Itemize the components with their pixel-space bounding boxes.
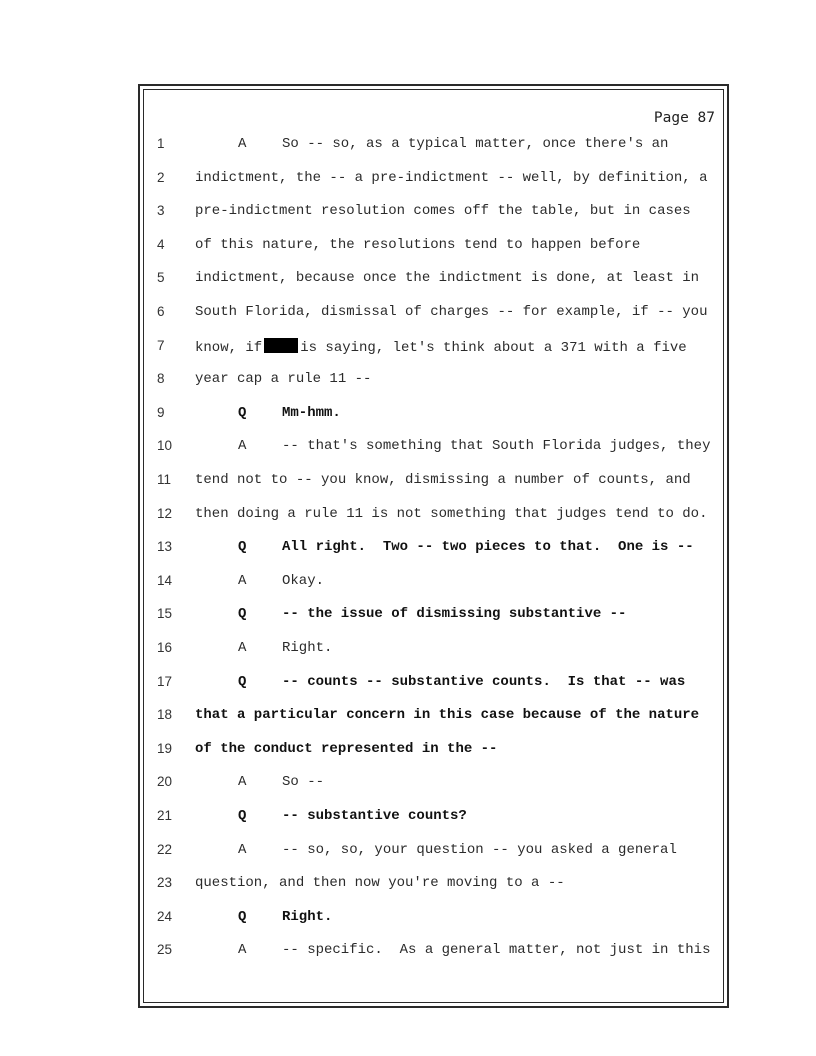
speaker-label: Q <box>238 908 247 925</box>
line-number: 1 <box>157 136 165 151</box>
line-number: 4 <box>157 236 165 252</box>
transcript-line <box>140 942 727 964</box>
line-number: 22 <box>157 841 173 857</box>
line-number: 5 <box>157 270 165 286</box>
line-number: 23 <box>157 875 173 891</box>
transcript-line <box>140 539 727 561</box>
transcript-line <box>140 371 727 393</box>
line-number: 20 <box>157 774 173 790</box>
transcript-line <box>140 472 727 494</box>
transcript-line <box>140 304 727 326</box>
transcript-line <box>140 203 727 225</box>
line-number: 15 <box>157 606 173 622</box>
line-number: 18 <box>157 707 173 723</box>
transcript-line <box>140 170 727 192</box>
line-text: So -- <box>282 774 325 791</box>
transcript-line <box>140 741 727 763</box>
transcript-lines <box>140 86 727 1006</box>
speaker-label: Q <box>238 404 247 421</box>
speaker-label: A <box>238 438 247 455</box>
line-number: 7 <box>157 337 165 353</box>
speaker-label: A <box>238 640 247 656</box>
line-text <box>195 338 687 356</box>
line-text: Right. <box>282 640 333 656</box>
speaker-label: A <box>238 942 247 959</box>
line-text: South Florida, dismissal of charges -- for example, if -- you <box>195 304 708 320</box>
line-text: question, and then now you're moving to a -- <box>195 875 565 892</box>
line-text: indictment, because once the indictment is done, at least in <box>195 270 700 287</box>
line-number: 13 <box>157 539 173 555</box>
line-text: pre-indictment resolution comes off the table, but in cases <box>195 203 691 220</box>
line-text: of this nature, the resolutions tend to happen before <box>195 236 641 253</box>
transcript-line <box>140 606 727 628</box>
transcript-line <box>140 774 727 796</box>
line-number: 3 <box>157 203 165 219</box>
line-text: All right. Two -- two pieces to that. One is -- <box>282 539 694 556</box>
speaker-label: A <box>238 774 247 791</box>
line-number: 24 <box>157 908 173 924</box>
transcript-line <box>140 842 727 864</box>
line-text: Okay. <box>282 572 325 589</box>
speaker-label: Q <box>238 606 247 623</box>
transcript-line <box>140 674 727 696</box>
line-text: -- the issue of dismissing substantive -- <box>282 606 627 623</box>
transcript-line <box>140 909 727 931</box>
line-text: -- counts -- substantive counts. Is that -- was <box>282 673 686 690</box>
speaker-label: A <box>238 136 247 152</box>
transcript-line <box>140 338 727 360</box>
line-number: 2 <box>157 169 165 185</box>
speaker-label: Q <box>238 808 247 824</box>
line-number: 12 <box>157 505 173 521</box>
line-text: Right. <box>282 908 333 925</box>
transcript-line <box>140 573 727 595</box>
transcript-line <box>140 640 727 662</box>
line-number: 14 <box>157 572 173 588</box>
speaker-label: Q <box>238 539 247 556</box>
line-number: 17 <box>157 673 173 689</box>
line-text: -- that's something that South Florida judges, they <box>282 438 711 455</box>
redaction-block <box>264 338 298 353</box>
line-text: Mm-hmm. <box>282 404 341 421</box>
line-text: indictment, the -- a pre-indictment -- well, by definition, a <box>195 169 708 186</box>
line-text: that a particular concern in this case because of the nature <box>195 707 700 724</box>
line-text: -- substantive counts? <box>282 808 467 824</box>
transcript-line <box>140 875 727 897</box>
line-number: 11 <box>157 472 172 487</box>
line-number: 19 <box>157 740 173 756</box>
line-text-after-redaction: is saying, let's think about a 371 with a five <box>300 339 687 356</box>
line-text: -- so, so, your question -- you asked a general <box>282 841 677 858</box>
line-number: 25 <box>157 942 173 958</box>
line-number: 8 <box>157 371 165 387</box>
transcript-line <box>140 136 727 158</box>
line-text: of the conduct represented in the -- <box>195 740 498 757</box>
line-text: -- specific. As a general matter, not just in this <box>282 942 711 959</box>
transcript-line <box>140 438 727 460</box>
line-number: 10 <box>157 438 173 454</box>
speaker-label: Q <box>238 673 247 690</box>
line-number: 16 <box>157 640 173 655</box>
line-number: 21 <box>157 808 173 823</box>
line-number: 6 <box>157 304 165 319</box>
transcript-line <box>140 270 727 292</box>
transcript-line <box>140 237 727 259</box>
line-text: tend not to -- you know, dismissing a number of counts, and <box>195 472 691 488</box>
speaker-label: A <box>238 572 247 589</box>
line-text: then doing a rule 11 is not something that judges tend to do. <box>195 505 708 522</box>
transcript-page-frame <box>138 84 729 1008</box>
transcript-line <box>140 707 727 729</box>
transcript-line <box>140 506 727 528</box>
speaker-label: A <box>238 841 247 858</box>
line-text-before-redaction: know, if <box>195 339 263 356</box>
page-number: Page 87 <box>653 110 715 126</box>
transcript-line <box>140 405 727 427</box>
line-number: 9 <box>157 404 165 420</box>
transcript-line <box>140 808 727 830</box>
line-text: So -- so, as a typical matter, once there's an <box>282 136 669 152</box>
line-text: year cap a rule 11 -- <box>195 371 372 388</box>
